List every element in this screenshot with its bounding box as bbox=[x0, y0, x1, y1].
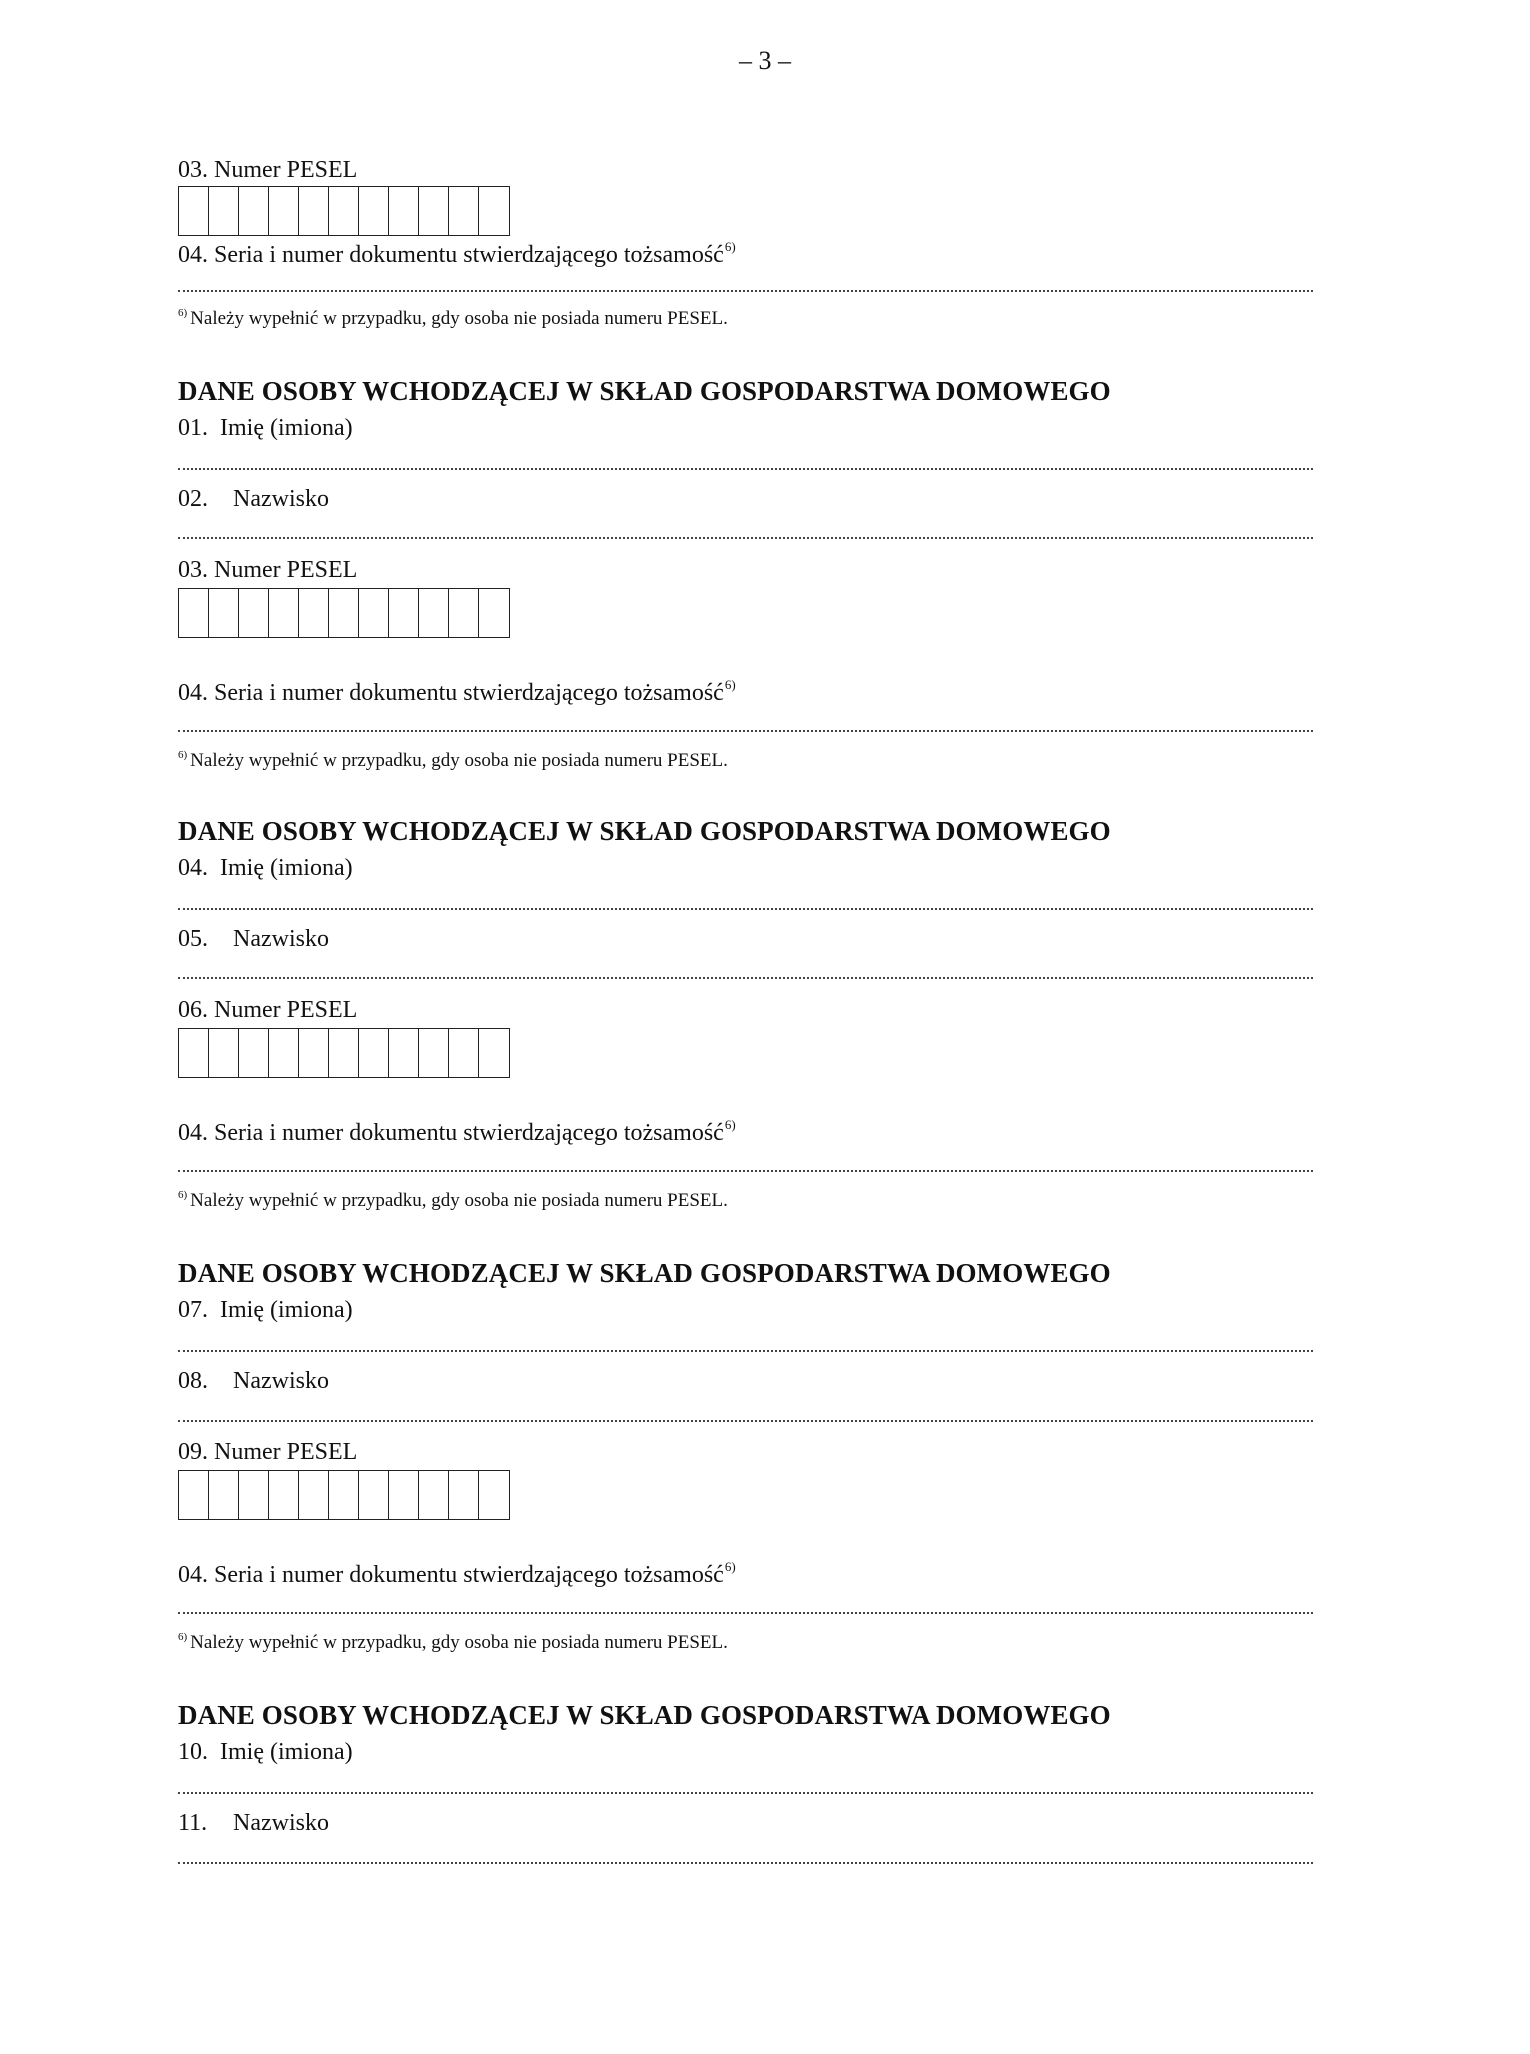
pesel-digit-box[interactable] bbox=[239, 187, 269, 235]
field-number: 11. bbox=[178, 1810, 208, 1836]
pesel-digit-box[interactable] bbox=[299, 589, 329, 637]
surname-fill-line[interactable] bbox=[178, 1862, 1313, 1864]
id-document-label-text: 04. Seria i numer dokumentu stwierdzającego tożsamość bbox=[178, 680, 724, 706]
surname-label bbox=[178, 487, 329, 511]
id-document-label bbox=[178, 1118, 736, 1145]
pesel-digit-box[interactable] bbox=[449, 1029, 479, 1077]
section-heading: DANE OSOBY WCHODZĄCEJ W SKŁAD GOSPODARSTWA DOMOWEGO bbox=[178, 376, 1111, 406]
field-label: Nazwisko bbox=[233, 1810, 329, 1836]
section-heading: DANE OSOBY WCHODZĄCEJ W SKŁAD GOSPODARSTWA DOMOWEGO bbox=[178, 1700, 1111, 1730]
pesel-digit-box[interactable] bbox=[179, 589, 209, 637]
footnote-reference: 6) bbox=[724, 1559, 736, 1574]
footnote bbox=[178, 1190, 728, 1210]
id-document-label bbox=[178, 678, 736, 705]
first-name-fill-line[interactable] bbox=[178, 1792, 1313, 1794]
id-document-label-text: 04. Seria i numer dokumentu stwierdzającego tożsamość bbox=[178, 242, 724, 268]
field-number: 04. bbox=[178, 855, 208, 881]
id-document-fill-line[interactable] bbox=[178, 1170, 1313, 1172]
pesel-label: 03. Numer PESEL bbox=[178, 557, 358, 583]
pesel-digit-box[interactable] bbox=[419, 1029, 449, 1077]
pesel-boxes[interactable] bbox=[178, 588, 510, 638]
pesel-digit-box[interactable] bbox=[209, 589, 239, 637]
pesel-digit-box[interactable] bbox=[209, 187, 239, 235]
pesel-digit-box[interactable] bbox=[419, 589, 449, 637]
field-label: Imię (imiona) bbox=[220, 415, 353, 441]
pesel-digit-box[interactable] bbox=[209, 1471, 239, 1519]
id-document-label bbox=[178, 240, 736, 267]
pesel-digit-box[interactable] bbox=[359, 1029, 389, 1077]
footnote-text: Należy wypełnić w przypadku, gdy osoba nie posiada numeru PESEL. bbox=[190, 308, 728, 329]
pesel-label: 06. Numer PESEL bbox=[178, 997, 358, 1023]
first-name-label bbox=[178, 1740, 353, 1764]
field-number: 08. bbox=[178, 1368, 208, 1394]
first-name-fill-line[interactable] bbox=[178, 468, 1313, 470]
footnote bbox=[178, 1632, 728, 1652]
id-document-fill-line[interactable] bbox=[178, 290, 1313, 292]
footnote-text: Należy wypełnić w przypadku, gdy osoba nie posiada numeru PESEL. bbox=[190, 750, 728, 771]
section-heading: DANE OSOBY WCHODZĄCEJ W SKŁAD GOSPODARSTWA DOMOWEGO bbox=[178, 816, 1111, 846]
footnote-reference: 6) bbox=[724, 677, 736, 692]
pesel-digit-box[interactable] bbox=[449, 589, 479, 637]
pesel-digit-box[interactable] bbox=[479, 187, 509, 235]
footnote-mark: 6) bbox=[178, 307, 188, 319]
footnote-text: Należy wypełnić w przypadku, gdy osoba nie posiada numeru PESEL. bbox=[190, 1632, 728, 1653]
footnote-reference: 6) bbox=[724, 1117, 736, 1132]
surname-fill-line[interactable] bbox=[178, 537, 1313, 539]
footnote-mark: 6) bbox=[178, 749, 188, 761]
surname-label bbox=[178, 927, 329, 951]
pesel-boxes[interactable] bbox=[178, 1470, 510, 1520]
pesel-digit-box[interactable] bbox=[389, 1029, 419, 1077]
field-number: 07. bbox=[178, 1297, 208, 1323]
page-number: – 3 – bbox=[739, 46, 791, 75]
pesel-digit-box[interactable] bbox=[329, 1471, 359, 1519]
field-number: 10. bbox=[178, 1739, 208, 1765]
surname-label bbox=[178, 1811, 329, 1835]
surname-fill-line[interactable] bbox=[178, 1420, 1313, 1422]
pesel-label: 09. Numer PESEL bbox=[178, 1439, 358, 1465]
pesel-digit-box[interactable] bbox=[479, 1029, 509, 1077]
first-name-label bbox=[178, 856, 353, 880]
id-document-label-text: 04. Seria i numer dokumentu stwierdzającego tożsamość bbox=[178, 1120, 724, 1146]
first-name-fill-line[interactable] bbox=[178, 908, 1313, 910]
field-number: 02. bbox=[178, 486, 208, 512]
pesel-digit-box[interactable] bbox=[299, 187, 329, 235]
pesel-digit-box[interactable] bbox=[389, 187, 419, 235]
field-number: 05. bbox=[178, 926, 208, 952]
surname-label bbox=[178, 1369, 329, 1393]
pesel-digit-box[interactable] bbox=[239, 589, 269, 637]
footnote-mark: 6) bbox=[178, 1189, 188, 1201]
pesel-digit-box[interactable] bbox=[239, 1471, 269, 1519]
pesel-digit-box[interactable] bbox=[419, 1471, 449, 1519]
section-heading: DANE OSOBY WCHODZĄCEJ W SKŁAD GOSPODARSTWA DOMOWEGO bbox=[178, 1258, 1111, 1288]
field-label: Imię (imiona) bbox=[220, 855, 353, 881]
footnote bbox=[178, 750, 728, 770]
field-label: Imię (imiona) bbox=[220, 1739, 353, 1765]
pesel-digit-box[interactable] bbox=[239, 1029, 269, 1077]
pesel-digit-box[interactable] bbox=[359, 1471, 389, 1519]
pesel-digit-box[interactable] bbox=[389, 589, 419, 637]
pesel-digit-box[interactable] bbox=[359, 187, 389, 235]
pesel-digit-box[interactable] bbox=[269, 1471, 299, 1519]
pesel-label: 03. Numer PESEL bbox=[178, 157, 358, 183]
pesel-digit-box[interactable] bbox=[329, 589, 359, 637]
footnote-reference: 6) bbox=[724, 239, 736, 254]
footnote bbox=[178, 308, 728, 328]
field-label: Nazwisko bbox=[233, 486, 329, 512]
id-document-label-text: 04. Seria i numer dokumentu stwierdzającego tożsamość bbox=[178, 1562, 724, 1588]
pesel-digit-box[interactable] bbox=[389, 1471, 419, 1519]
field-number: 01. bbox=[178, 415, 208, 441]
id-document-fill-line[interactable] bbox=[178, 730, 1313, 732]
pesel-digit-box[interactable] bbox=[179, 1029, 209, 1077]
pesel-boxes[interactable] bbox=[178, 1028, 510, 1078]
footnote-mark: 6) bbox=[178, 1631, 188, 1643]
pesel-digit-box[interactable] bbox=[179, 187, 209, 235]
first-name-fill-line[interactable] bbox=[178, 1350, 1313, 1352]
field-label: Nazwisko bbox=[233, 1368, 329, 1394]
pesel-digit-box[interactable] bbox=[449, 187, 479, 235]
pesel-digit-box[interactable] bbox=[299, 1029, 329, 1077]
first-name-label bbox=[178, 416, 353, 440]
pesel-digit-box[interactable] bbox=[299, 1471, 329, 1519]
pesel-digit-box[interactable] bbox=[269, 1029, 299, 1077]
pesel-digit-box[interactable] bbox=[179, 1471, 209, 1519]
id-document-fill-line[interactable] bbox=[178, 1612, 1313, 1614]
pesel-digit-box[interactable] bbox=[209, 1029, 239, 1077]
id-document-label bbox=[178, 1560, 736, 1587]
pesel-digit-box[interactable] bbox=[449, 1471, 479, 1519]
pesel-digit-box[interactable] bbox=[419, 187, 449, 235]
pesel-digit-box[interactable] bbox=[329, 187, 359, 235]
footnote-text: Należy wypełnić w przypadku, gdy osoba nie posiada numeru PESEL. bbox=[190, 1190, 728, 1211]
pesel-boxes[interactable] bbox=[178, 186, 510, 236]
field-label: Imię (imiona) bbox=[220, 1297, 353, 1323]
pesel-digit-box[interactable] bbox=[479, 589, 509, 637]
field-label: Nazwisko bbox=[233, 926, 329, 952]
pesel-digit-box[interactable] bbox=[269, 589, 299, 637]
pesel-digit-box[interactable] bbox=[269, 187, 299, 235]
pesel-digit-box[interactable] bbox=[329, 1029, 359, 1077]
surname-fill-line[interactable] bbox=[178, 977, 1313, 979]
pesel-digit-box[interactable] bbox=[479, 1471, 509, 1519]
pesel-digit-box[interactable] bbox=[359, 589, 389, 637]
first-name-label bbox=[178, 1298, 353, 1322]
